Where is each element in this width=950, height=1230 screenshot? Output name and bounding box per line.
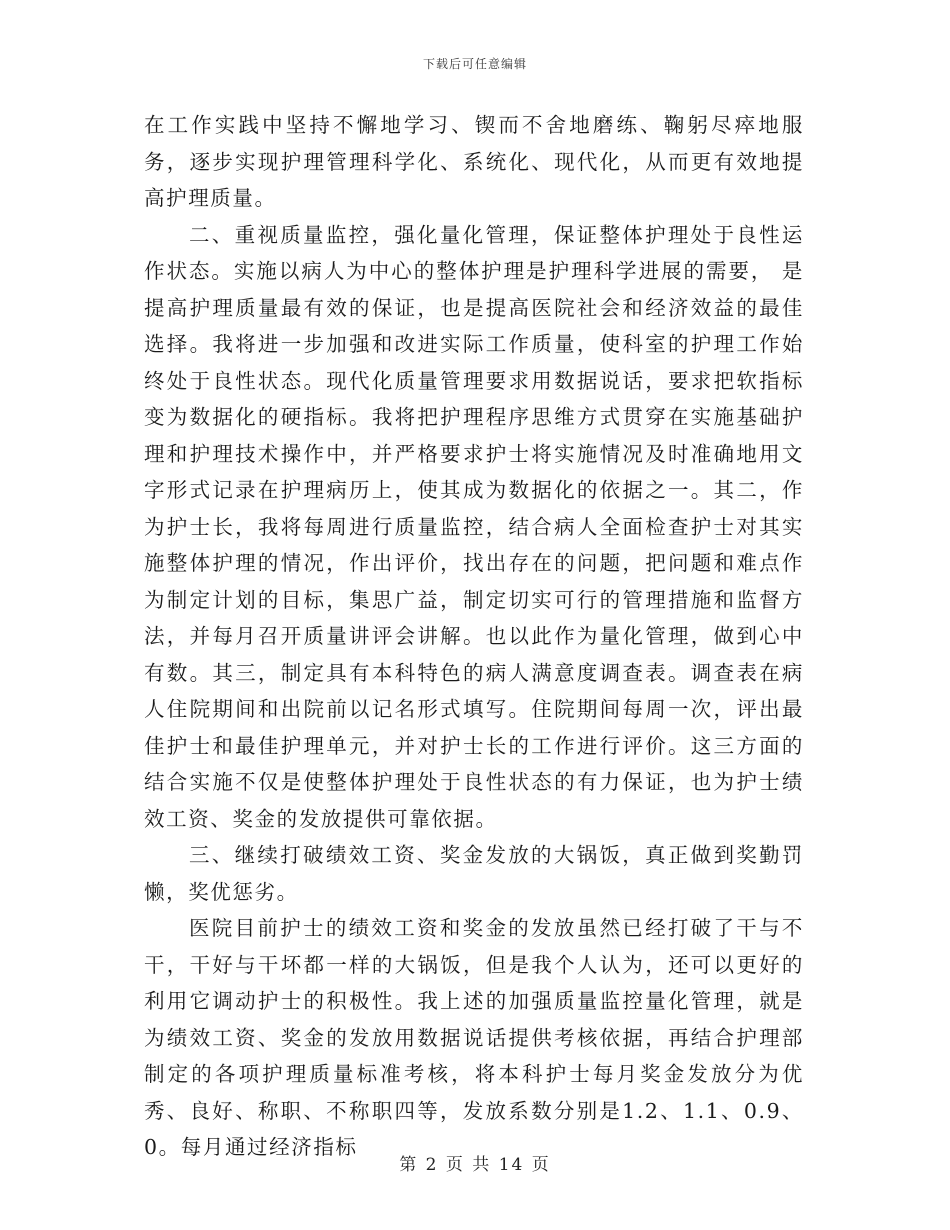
document-body: [144, 107, 804, 1166]
header-note: 下载后可任意编辑: [422, 57, 527, 71]
paragraph: 医院目前护士的绩效工资和奖金的发放虽然已经打破了干与不干，干好与干坏都一样的大锅饭，但是我个人认为，还可以更好的利用它调动护士的积极性。我上述的加强质量监控量化管理，就是为绩效工资、奖金的发放用数据说话提供考核依据，再结合护理部制定的各项护理质量标准考核，将本科护士每月奖金发放分为优秀、良好、称职、不称职四等，发放系数分别是1.2、1.1、0.9、0。每月通过经济指标: [144, 916, 804, 1159]
paragraph: 在工作实践中坚持不懈地学习、锲而不舍地磨练、鞠躬尽瘁地服务，逐步实现护理管理科学化、系统化、现代化，从而更有效地提高护理质量。: [144, 113, 804, 210]
paragraph: 二、重视质量监控，强化量化管理，保证整体护理处于良性运作状态。实施以病人为中心的整体护理是护理科学进展的需要， 是提高护理质量最有效的保证，也是提高医院社会和经济效益的最佳选择。我将进一步加强和改进实际工作质量，使科室的护理工作始终处于良性状态。现代化质量管理要求用数据说话，要求把软指标变为数据化的硬指标。我将把护理程序思维方式贯穿在实施基础护理和护理技术操作中，并严格要求护士将实施情况及时准确地用文字形式记录在护理病历上，使其成为数据化的依据之一。其二，作为护士长，我将每周进行质量监控，结合病人全面检查护士对其实施整体护理的情况，作出评价，找出存在的问题，把问题和难点作为制定计划的目标，集思广益，制定切实可行的管理措施和监督方法，并每月召开质量讲评会讲解。也以此作为量化管理，做到心中有数。其三，制定具有本科特色的病人满意度调查表。调查表在病人住院期间和出院前以记名形式填写。住院期间每周一次，评出最佳护士和最佳护理单元，并对护士长的工作进行评价。这三方面的结合实施不仅是使整体护理处于良性状态的有力保证，也为护士绩效工资、奖金的发放提供可靠依据。: [144, 222, 804, 831]
paragraph: 三、继续打破绩效工资、奖金发放的大锅饭，真正做到奖勤罚懒，奖优惩劣。: [144, 843, 804, 904]
page-number-footer: 第 2 页 共 14 页: [399, 1155, 551, 1175]
